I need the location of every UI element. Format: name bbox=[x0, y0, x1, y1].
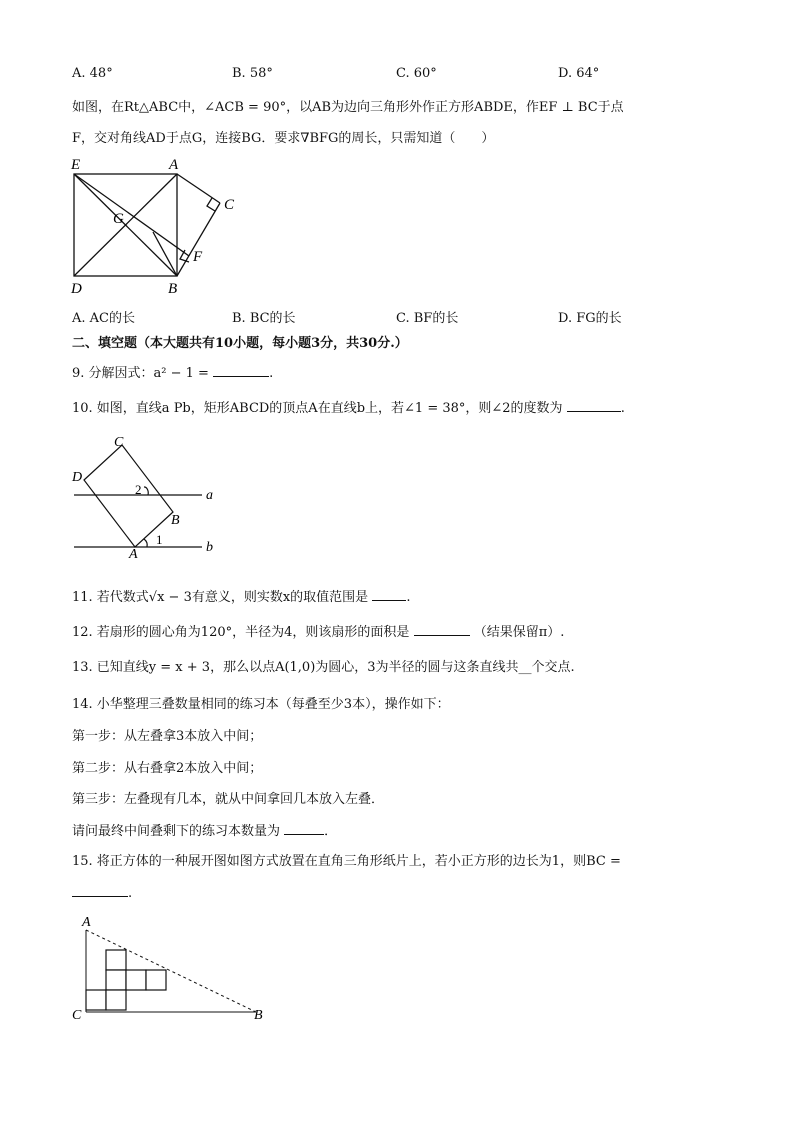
q9-end: . bbox=[269, 366, 274, 381]
q12-answer-blank bbox=[414, 623, 470, 636]
q9-text: 9. 分解因式：a² − 1 = bbox=[72, 366, 209, 381]
q10-figure bbox=[68, 433, 228, 558]
q10 bbox=[72, 399, 625, 418]
q8-line2: F，交对角线AD于点G，连接BG．要求∇BFG的周长，只需知道（ ） bbox=[72, 131, 495, 146]
q8-label-g: G bbox=[113, 211, 124, 227]
q14-step3: 第三步：左叠现有几本，就从中间拿回几本放入左叠． bbox=[72, 792, 385, 807]
q11-answer-blank bbox=[372, 588, 406, 601]
q10-label-a-line: a bbox=[206, 488, 213, 503]
q10-label-b-line: b bbox=[206, 540, 213, 555]
q10-label-c: C bbox=[114, 435, 124, 450]
q7-option-d: D. 64° bbox=[558, 66, 600, 81]
q14-question-text: 请问最终中间叠剩下的练习本数量为 bbox=[72, 824, 281, 839]
q11-text: 11. 若代数式√x − 3有意义，则实数x的取值范围是 bbox=[72, 590, 369, 605]
q10-label-b: B bbox=[171, 513, 180, 528]
q10-answer-blank bbox=[567, 399, 621, 412]
q8-line1: 如图，在Rt△ABC中，∠ACB = 90°，以AB为边向三角形外作正方形ABDE，作EF ⊥ BC于点 bbox=[72, 100, 624, 115]
q15-answer-blank bbox=[72, 884, 128, 897]
q10-text: 10. 如图，直线a Pb，矩形ABCD的顶点A在直线b上，若∠1 = 38°，则∠2的度数为 bbox=[72, 401, 563, 416]
q15-label-b: B bbox=[254, 1008, 263, 1023]
q8-label-d: D bbox=[71, 281, 82, 297]
q8-option-b: B. BC的长 bbox=[232, 311, 296, 326]
section-2-title: 二、填空题（本大题共有10小题，每小题3分，共30分.） bbox=[72, 336, 408, 351]
q9-answer-blank bbox=[213, 364, 269, 377]
q14-end: ． bbox=[324, 824, 338, 839]
q14-question bbox=[72, 822, 337, 841]
q8-option-d: D. FG的长 bbox=[558, 311, 622, 326]
q8-label-a: A bbox=[169, 157, 179, 173]
q14-answer-blank bbox=[284, 822, 324, 835]
q8-option-c: C. BF的长 bbox=[396, 311, 459, 326]
q10-label-2: 2 bbox=[135, 482, 142, 497]
q15-label-c: C bbox=[72, 1008, 82, 1023]
q15-text: 15. 将正方体的一种展开图如图方式放置在直角三角形纸片上，若小正方形的边长为1，则BC = bbox=[72, 854, 621, 869]
q14-step2: 第二步：从右叠拿2本放入中间； bbox=[72, 761, 263, 776]
q12-text: 12. 若扇形的圆心角为120°，半径为4，则该扇形的面积是 bbox=[72, 625, 410, 640]
q11-end: . bbox=[406, 590, 411, 605]
q11 bbox=[72, 588, 410, 607]
q8-label-c: C bbox=[224, 197, 235, 213]
q8-option-a: A. AC的长 bbox=[72, 311, 135, 326]
q8-figure bbox=[68, 155, 248, 300]
q15-label-a: A bbox=[82, 915, 91, 930]
q7-option-c: C. 60° bbox=[396, 66, 437, 81]
q8-label-f: F bbox=[193, 249, 203, 265]
q15-end: . bbox=[128, 886, 133, 901]
q10-label-1: 1 bbox=[156, 532, 163, 547]
q10-end: . bbox=[620, 401, 625, 416]
q15-answer-line bbox=[72, 884, 132, 903]
q15-figure bbox=[68, 912, 278, 1027]
q8-label-e: E bbox=[71, 157, 81, 173]
q7-option-a: A. 48° bbox=[72, 66, 113, 81]
q7-option-b: B. 58° bbox=[232, 66, 273, 81]
q14-step1: 第一步：从左叠拿3本放入中间； bbox=[72, 729, 263, 744]
q12 bbox=[72, 623, 564, 642]
q10-label-a: A bbox=[129, 547, 138, 558]
q12-end: （结果保留π）. bbox=[473, 625, 565, 640]
q13-text: 13. 已知直线y = x + 3，那么以点A(1,0)为圆心，3为半径的圆与这条直线共__个交点. bbox=[72, 660, 575, 675]
q8-label-b: B bbox=[168, 281, 178, 297]
q14-text: 14. 小华整理三叠数量相同的练习本（每叠至少3本），操作如下： bbox=[72, 697, 450, 712]
q10-label-d: D bbox=[72, 470, 83, 485]
q9 bbox=[72, 364, 273, 383]
